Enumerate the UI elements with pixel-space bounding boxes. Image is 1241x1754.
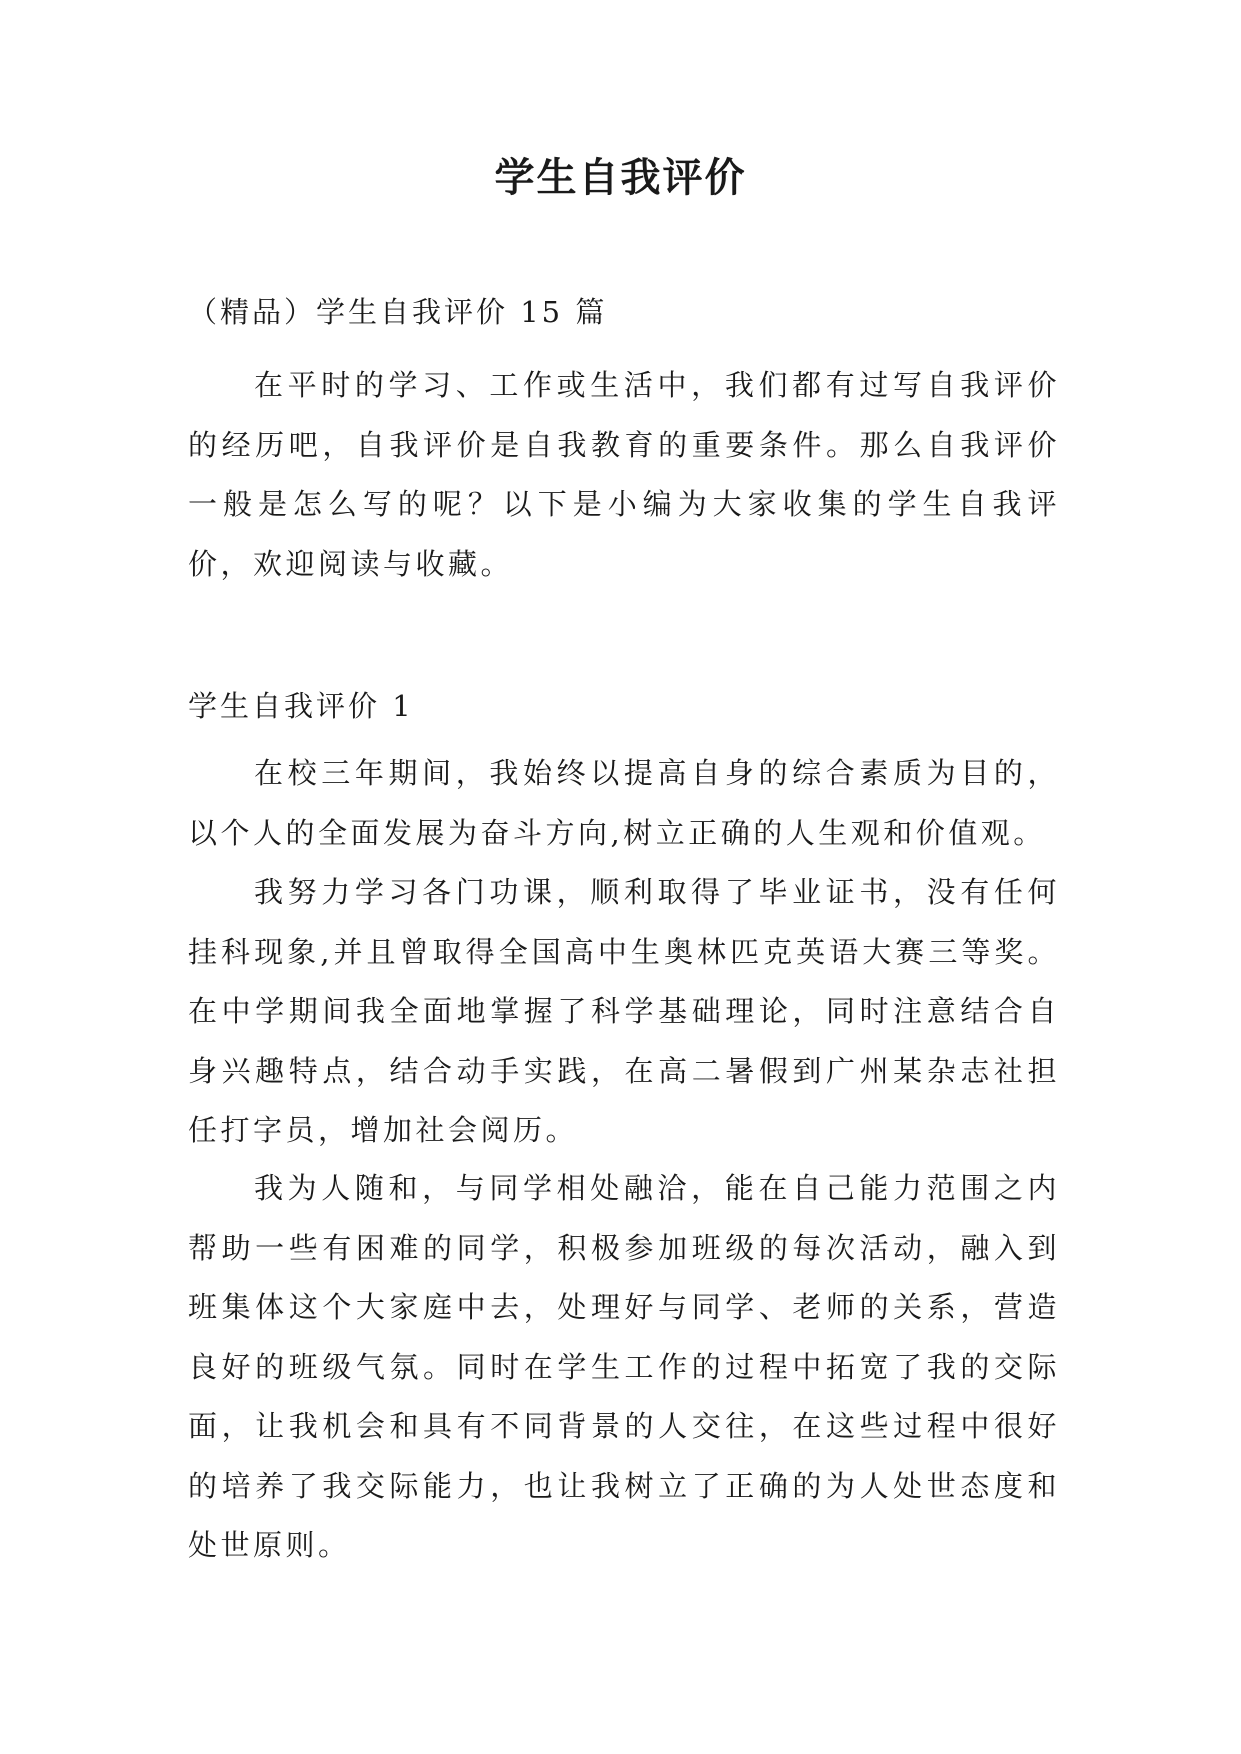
section-heading: 学生自我评价 1	[188, 689, 414, 723]
document-subtitle: （精品）学生自我评价 15 篇	[188, 295, 608, 329]
section-paragraph-1: 在校三年期间，我始终以提高自身的综合素质为目的，以个人的全面发展为奋斗方向,树立正确的人生观和价值观。	[188, 756, 1060, 850]
intro-paragraph: 在平时的学习、工作或生活中，我们都有过写自我评价的经历吧，自我评价是自我教育的重要条件。那么自我评价一般是怎么写的呢？以下是小编为大家收集的学生自我评价，欢迎阅读与收藏。	[188, 368, 1060, 581]
section-paragraph-3: 我为人随和，与同学相处融洽，能在自己能力范围之内帮助一些有困难的同学，积极参加班级的每次活动，融入到班集体这个大家庭中去，处理好与同学、老师的关系，营造良好的班级气氛。同时在学生工作的过程中拓宽了我的交际面，让我机会和具有不同背景的人交往，在这些过程中很好的培养了我交际能力，也让我树立了正确的为人处世态度和处世原则。	[188, 1171, 1060, 1562]
section-paragraph-2: 我努力学习各门功课，顺利取得了毕业证书，没有任何挂科现象,并且曾取得全国高中生奥林匹克英语大赛三等奖。在中学期间我全面地掌握了科学基础理论，同时注意结合自身兴趣特点，结合动手实践，在高二暑假到广州某杂志社担任打字员，增加社会阅历。	[188, 875, 1060, 1147]
document-title: 学生自我评价	[494, 155, 747, 201]
